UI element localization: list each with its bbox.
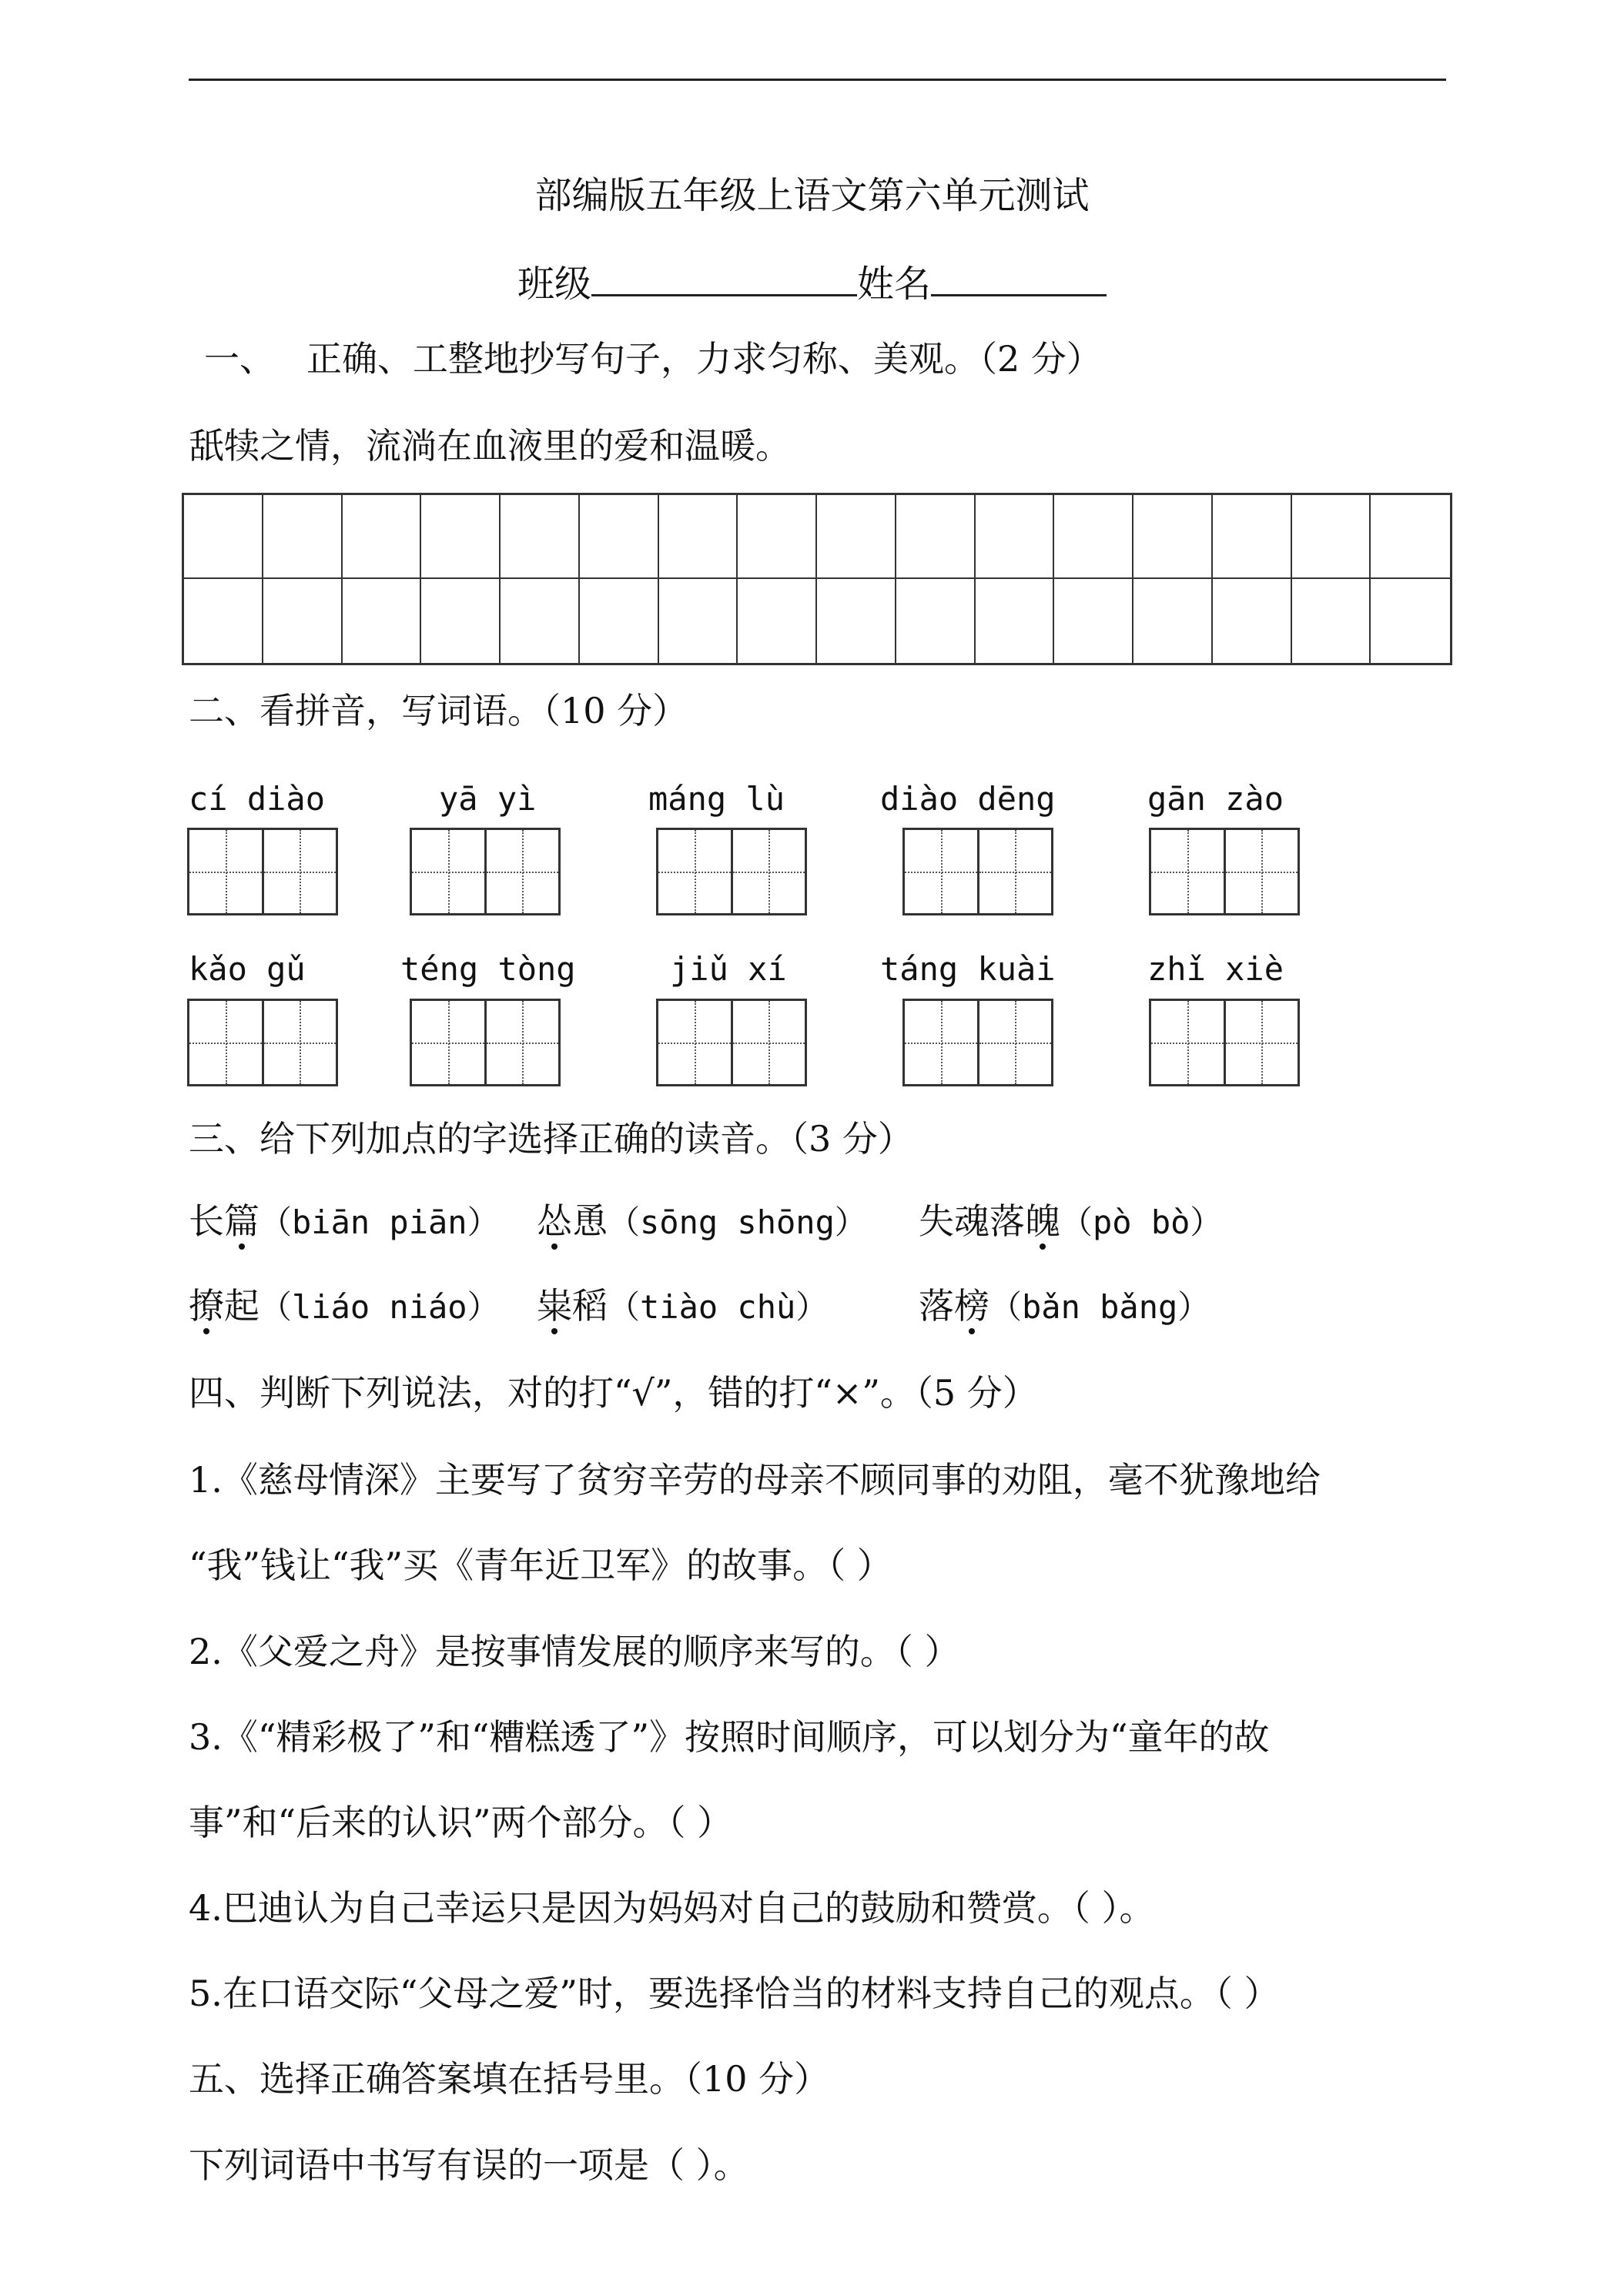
pinyin-label: zhǐ xiè	[1147, 950, 1284, 988]
word-prefix: 失魂落	[919, 1200, 1025, 1242]
name-blank[interactable]	[931, 259, 1107, 296]
pinyin-label: kǎo gǔ	[189, 950, 306, 988]
pinyin-label: téng tòng	[400, 950, 576, 988]
reading-options: （sōng shōng）	[608, 1203, 867, 1241]
word-suffix: 起	[224, 1285, 260, 1327]
section1-number: 一、	[204, 338, 275, 380]
reading-item	[537, 1200, 867, 1242]
section3-heading: 三、给下列加点的字选择正确的读音。（3 分）	[189, 1118, 913, 1160]
word-suffix: 稻	[572, 1285, 608, 1327]
copy-writing-grid[interactable]	[182, 493, 1452, 665]
pinyin-label: táng kuài	[880, 950, 1056, 988]
judgment-line: 5.在口语交际“父母之爱”时，要选择恰当的材料支持自己的观点。（ ）	[189, 1973, 1280, 2014]
section4-heading: 四、判断下列说法，对的打“√”，错的打“×”。（5 分）	[189, 1372, 1038, 1414]
class-blank[interactable]	[591, 259, 857, 296]
choice-question: 下列词语中书写有误的一项是（ ）。	[189, 2144, 749, 2186]
pinyin-label: yā yì	[439, 780, 537, 818]
section1-heading: 正确、工整地抄写句子，力求匀称、美观。（2 分）	[306, 338, 1102, 380]
page-title: 部编版五年级上语文第六单元测试	[534, 174, 1090, 217]
dotted-char: 榜	[954, 1285, 989, 1327]
dotted-char: 魄	[1025, 1200, 1060, 1242]
tianzige-box[interactable]	[187, 828, 338, 915]
reading-options: （liáo niáo）	[260, 1288, 500, 1326]
reading-options: （pò bò）	[1060, 1203, 1223, 1241]
pinyin-label: máng lù	[648, 780, 785, 818]
tianzige-box[interactable]	[902, 999, 1053, 1086]
tianzige-box[interactable]	[187, 999, 338, 1086]
judgment-line: “我”钱让“我”买《青年近卫军》的故事。（ ）	[189, 1545, 892, 1586]
judgment-line: 4.巴迪认为自己幸运只是因为妈妈对自己的鼓励和赞赏。（ ）。	[189, 1887, 1155, 1929]
judgment-line: 3.《“精彩极了”和“糟糕透了”》按照时间顺序，可以划分为“童年的故	[189, 1716, 1270, 1758]
tianzige-box[interactable]	[656, 999, 807, 1086]
name-label: 姓名	[857, 263, 932, 306]
header-rule	[189, 79, 1446, 81]
judgment-line: 事”和“后来的认识”两个部分。（ ）	[189, 1802, 733, 1843]
reading-item	[537, 1285, 829, 1327]
class-name-line	[0, 254, 1624, 307]
section2-heading: 二、看拼音，写词语。（10 分）	[189, 690, 688, 731]
pinyin-label: jiǔ xí	[670, 950, 787, 988]
tianzige-box[interactable]	[410, 828, 561, 915]
copy-sentence: 舐犊之情，流淌在血液里的爱和温暖。	[189, 425, 791, 467]
dotted-char: 篇	[224, 1200, 260, 1242]
reading-item	[189, 1200, 500, 1242]
tianzige-box[interactable]	[656, 828, 807, 915]
reading-item	[919, 1200, 1223, 1242]
judgment-line: 1.《慈母情深》主要写了贫穷辛劳的母亲不顾同事的劝阻，毫不犹豫地给	[189, 1459, 1321, 1501]
dotted-char: 怂	[537, 1200, 572, 1242]
dotted-char: 撩	[189, 1285, 224, 1327]
word-suffix: 恿	[572, 1200, 608, 1242]
reading-item	[189, 1285, 500, 1327]
section5-heading: 五、选择正确答案填在括号里。（10 分）	[189, 2058, 830, 2100]
tianzige-box[interactable]	[1149, 999, 1300, 1086]
tianzige-box[interactable]	[902, 828, 1053, 915]
tianzige-box[interactable]	[410, 999, 561, 1086]
judgment-line: 2.《父爱之舟》是按事情发展的顺序来写的。（ ）	[189, 1631, 960, 1672]
word-prefix: 落	[919, 1285, 954, 1327]
reading-options: （bǎn bǎng）	[989, 1288, 1210, 1326]
class-label: 班级	[517, 263, 591, 306]
pinyin-label: cí diào	[189, 780, 326, 818]
reading-item	[919, 1285, 1210, 1327]
reading-options: （biān piān）	[260, 1203, 500, 1241]
dotted-char: 粜	[537, 1285, 572, 1327]
reading-options: （tiào chù）	[608, 1288, 829, 1326]
pinyin-label: diào dēng	[880, 780, 1056, 818]
word-prefix: 长	[189, 1200, 224, 1242]
tianzige-box[interactable]	[1149, 828, 1300, 915]
pinyin-label: gān zào	[1147, 780, 1284, 818]
